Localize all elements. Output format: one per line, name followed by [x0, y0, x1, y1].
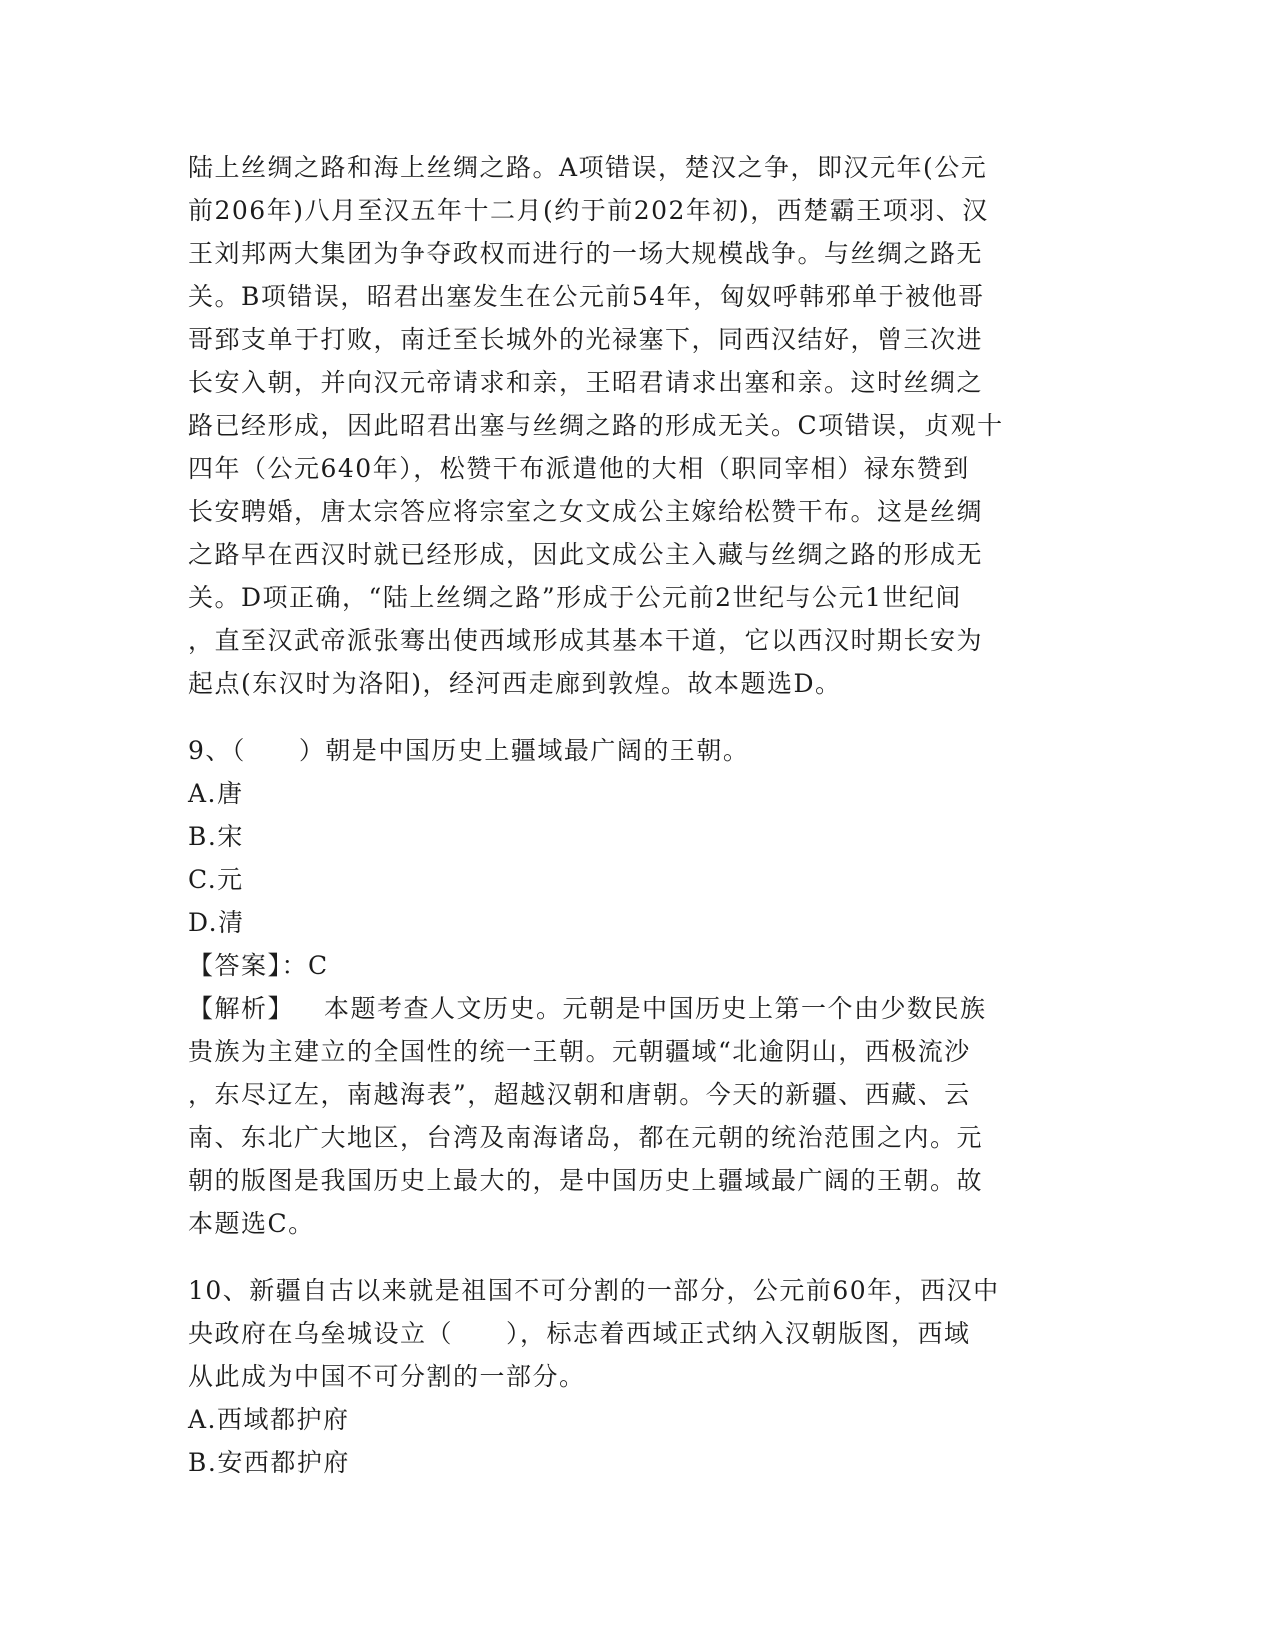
analysis-line: 本题选C。	[188, 1209, 315, 1238]
analysis-label: 【解析】	[188, 994, 295, 1023]
prev-explanation-line: 关。D项正确，“陆上丝绸之路”形成于公元前2世纪与公元1世纪间	[188, 583, 962, 612]
question-10-stem-line: 央政府在乌垒城设立（ ），标志着西域正式纳入汉朝版图，西域	[188, 1319, 971, 1348]
analysis-line: 南、东北广大地区，台湾及南海诸岛，都在元朝的统治范围之内。元	[188, 1123, 984, 1152]
document-content	[188, 146, 1088, 1484]
prev-explanation-line: 起点(东汉时为洛阳)，经河西走廊到敦煌。故本题选D。	[188, 669, 842, 698]
prev-explanation-line: 哥郅支单于打败，南迁至长城外的光禄塞下，同西汉结好，曾三次进	[188, 325, 984, 354]
prev-explanation-line: 前206年)八月至汉五年十二月(约于前202年初)，西楚霸王项羽、汉	[188, 196, 989, 225]
question-9-stem: 9、（ ）朝是中国历史上疆域最广阔的王朝。	[188, 736, 750, 765]
prev-explanation-line: ，直至汉武帝派张骞出使西域形成其基本干道，它以西汉时期长安为	[188, 626, 984, 655]
analysis-line: 本题考查人文历史。元朝是中国历史上第一个由少数民族	[324, 994, 987, 1023]
analysis-line: 朝的版图是我国历史上最大的，是中国历史上疆域最广阔的王朝。故	[188, 1166, 984, 1195]
prev-explanation-line: 陆上丝绸之路和海上丝绸之路。A项错误，楚汉之争，即汉元年(公元	[188, 153, 988, 182]
question-9-analysis-first	[188, 987, 1088, 1030]
prev-explanation-line: 之路早在西汉时就已经形成，因此文成公主入藏与丝绸之路的形成无	[188, 540, 984, 569]
question-10-option-b: B.安西都护府	[188, 1448, 350, 1477]
question-10-stem-line: 从此成为中国不可分割的一部分。	[188, 1362, 586, 1391]
answer-value: C	[308, 951, 329, 980]
analysis-line: ，东尽辽左，南越海表”，超越汉朝和唐朝。今天的新疆、西藏、云	[188, 1080, 971, 1109]
prev-explanation-line: 长安入朝，并向汉元帝请求和亲，王昭君请求出塞和亲。这时丝绸之	[188, 368, 984, 397]
question-9-answer	[188, 944, 1088, 987]
prev-explanation-line: 关。B项错误，昭君出塞发生在公元前54年，匈奴呼韩邪单于被他哥	[188, 282, 985, 311]
question-10-option-a: A.西域都护府	[188, 1405, 350, 1434]
prev-explanation-line: 四年（公元640年），松赞干布派遣他的大相（职同宰相）禄东赞到	[188, 454, 970, 483]
answer-label: 【答案】：	[188, 951, 309, 980]
prev-explanation-line: 王刘邦两大集团为争夺政权而进行的一场大规模战争。与丝绸之路无	[188, 239, 984, 268]
question-9-option-d: D.清	[188, 908, 245, 937]
analysis-line: 贵族为主建立的全国性的统一王朝。元朝疆域“北逾阴山，西极流沙	[188, 1037, 971, 1066]
prev-explanation	[188, 146, 1088, 705]
prev-explanation-line: 路已经形成，因此昭君出塞与丝绸之路的形成无关。C项错误，贞观十	[188, 411, 1004, 440]
prev-explanation-line: 长安聘婚，唐太宗答应将宗室之女文成公主嫁给松赞干布。这是丝绸	[188, 497, 984, 526]
question-9-option-a: A.唐	[188, 779, 244, 808]
question-9-option-b: B.宋	[188, 822, 244, 851]
question-10-stem-line: 10、新疆自古以来就是祖国不可分割的一部分，公元前60年，西汉中	[188, 1276, 1000, 1305]
question-10	[188, 1269, 1088, 1484]
question-9-option-c: C.元	[188, 865, 244, 894]
question-9	[188, 729, 1088, 1245]
